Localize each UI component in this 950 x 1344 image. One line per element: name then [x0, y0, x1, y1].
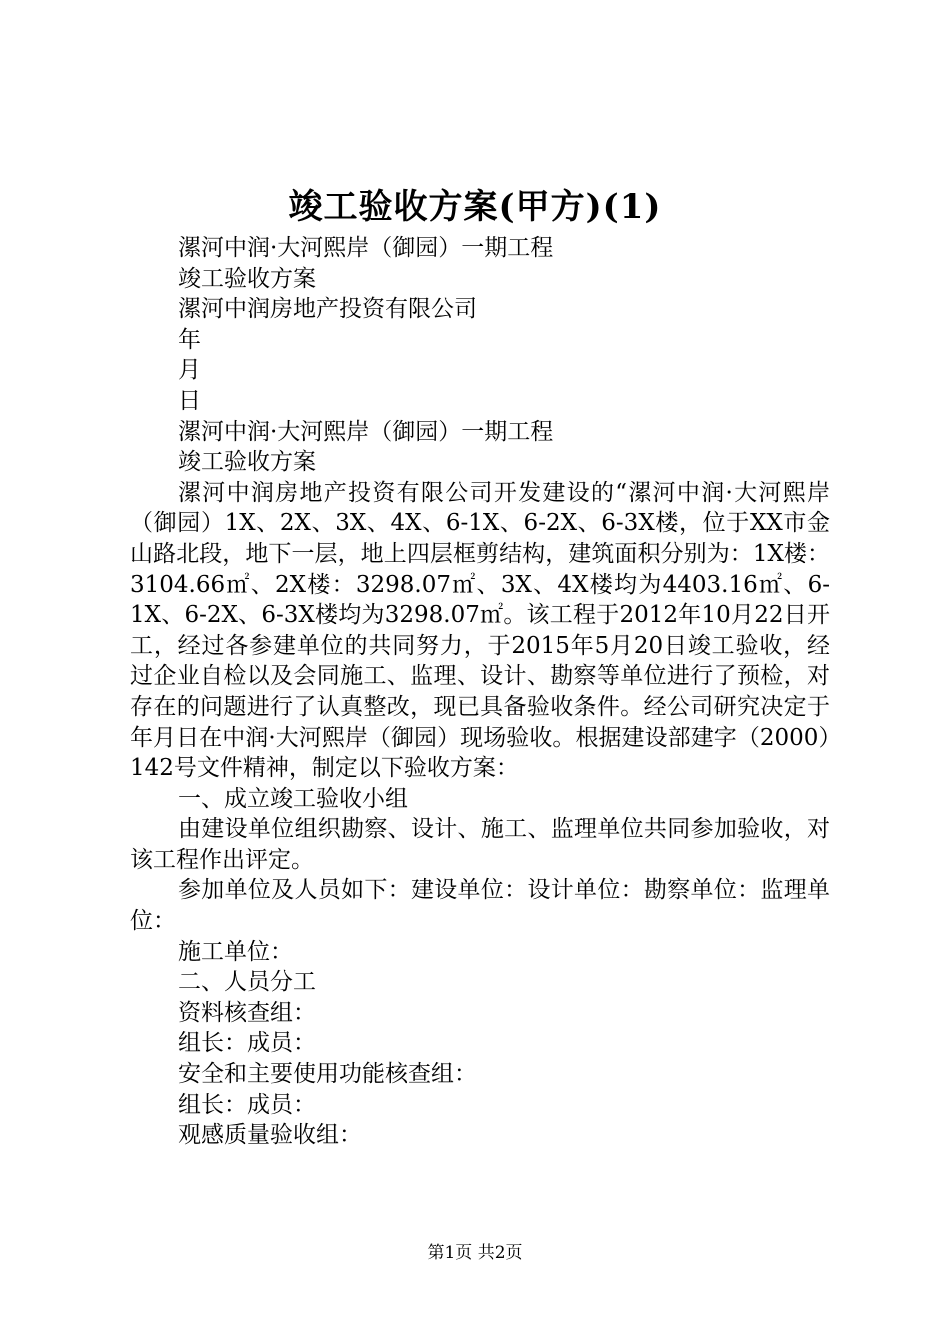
page-number-footer: 第1页 共2页 [427, 1243, 523, 1263]
section1-heading: 一、成立竣工验收小组 [178, 785, 408, 812]
cover-project-name: 漯河中润·大河熙岸（御园）一期工程 [178, 235, 554, 261]
project-name: 漯河中润·大河熙岸（御园）一期工程 [178, 418, 554, 445]
section2-heading: 二、人员分工 [178, 969, 316, 996]
cover-company-name: 漯河中润房地产投资有限公司 [178, 296, 477, 323]
plan-name: 竣工验收方案 [178, 449, 316, 476]
intro-paragraph: 漯河中润房地产投资有限公司开发建设的“漯河中润·大河熙岸（御园）1X、2X、3X、4X、6-1X、6-2X、6-3X楼，位于XX市金山路北段，地下一层，地上四层框剪结构，建筑面积分别为：1X楼：3104.66㎡、2X楼：3298.07㎡、3X、4X楼均为4403.16㎡、6-1X、6-2X、6-3X楼均为3298.07㎡。该工程于2012年10月22日开工，经过各参建单位的共同努力，于2015年5月20日竣工验收，经过企业自检以及会同施工、监理、设计、勘察等单位进行了预检，对存在的问题进行了认真整改，现已具备验收条件。经公司研究决定于年月日在中润·大河熙岸（御园）现场验收。根据建设部建字（2000）142号文件精神，制定以下验收方案： [130, 479, 830, 782]
cover-date-month: 月 [178, 357, 201, 384]
document-body [130, 233, 830, 1151]
participants-paragraph: 参加单位及人员如下：建设单位：设计单位：勘察单位：监理单位： [130, 877, 830, 935]
cover-date-year: 年 [178, 326, 201, 353]
group-line-safety: 安全和主要使用功能核查组： [178, 1061, 477, 1088]
section1-paragraph: 由建设单位组织勘察、设计、施工、监理单位共同参加验收，对该工程作出评定。 [130, 816, 830, 873]
document-title: 竣工验收方案(甲方)(1) [288, 187, 662, 227]
group-line-safety-members: 组长：成员： [178, 1091, 316, 1118]
cover-date-day: 日 [178, 387, 201, 414]
group-line-appearance: 观感质量验收组： [178, 1122, 362, 1149]
group-line-documents: 资料核查组： [178, 999, 316, 1026]
group-line-documents-members: 组长：成员： [178, 1030, 316, 1057]
cover-plan-name: 竣工验收方案 [178, 265, 316, 292]
construction-unit-line: 施工单位： [178, 938, 293, 965]
